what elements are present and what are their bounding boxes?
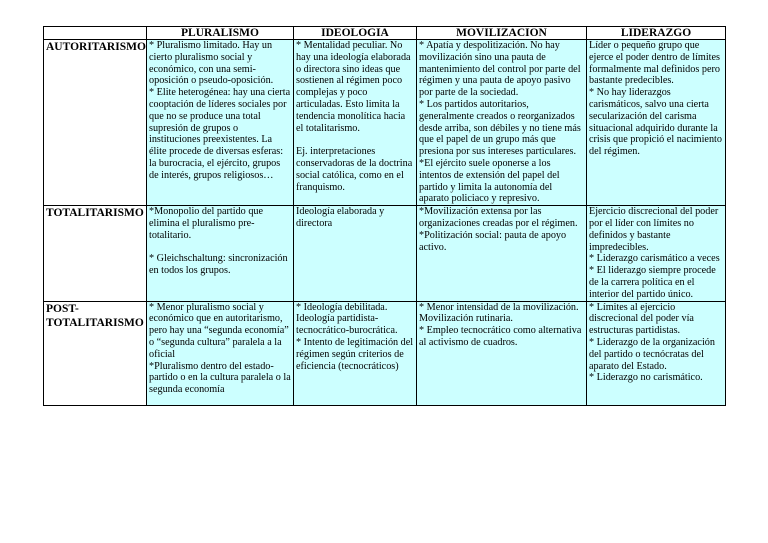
table-row-autoritarismo [44,40,726,206]
corner-cell [44,27,147,40]
cell-totalitarismo-ideologia: Ideología elaborada y directora [294,206,417,301]
regime-comparison-table [43,26,726,406]
cell-post-totalitarismo-movilizacion: * Menor intensidad de la movilización. Movilización rutinaria. * Empleo tecnocrático como alternativa al activismo de cuadros. [417,301,587,405]
table-row-totalitarismo [44,206,726,301]
header-row [44,27,726,40]
cell-post-totalitarismo-pluralismo: * Menor pluralismo social y económico que en autoritarismo, pero hay una “segunda economía” o “segunda cultura” paralela a la oficial *Pluralismo dentro del estado-partido o en la cultura paralela o la segunda economía [147,301,294,405]
column-header-liderazgo: LIDERAZGO [587,27,726,40]
cell-totalitarismo-liderazgo: Ejercicio discrecional del poder por el líder con límites no definidos y bastante impredecibles. * Liderazgo carismático a veces * El liderazgo siempre procede de la carrera política en el interior del partido único. [587,206,726,301]
table-row-post-totalitarismo [44,301,726,405]
row-header-autoritarismo: AUTORITARISMO [44,40,147,206]
cell-post-totalitarismo-liderazgo: * Límites al ejercicio discrecional del poder vía estructuras partidistas. * Liderazgo de la organización del partido o tecnócratas del aparato del Estado. * Liderazgo no carismático. [587,301,726,405]
column-header-ideologia: IDEOLOGIA [294,27,417,40]
column-header-pluralismo: PLURALISMO [147,27,294,40]
column-header-movilizacion: MOVILIZACION [417,27,587,40]
cell-autoritarismo-ideologia: * Mentalidad peculiar. No hay una ideología elaborada o directora sino ideas que sostienen al régimen poco complejas y poco articuladas. Esto limita la tendencia monolítica hacia el totalitarismo. Ej. interpretaciones conservadoras de la doctrina social católica, como en el franquismo. [294,40,417,206]
cell-autoritarismo-liderazgo: Líder o pequeño grupo que ejerce el poder dentro de límites formalmente mal definidos pero bastante predecibles. * No hay liderazgos carismáticos, salvo una cierta secularización del carisma situacional adquirido durante la crisis que propició el nacimiento del régimen. [587,40,726,206]
row-header-post-totalitarismo: POST-TOTALITARISMO [44,301,147,405]
cell-autoritarismo-pluralismo: * Pluralismo limitado. Hay un cierto pluralismo social y económico, con una semi-oposición o pseudo-oposición. * Elite heterogénea: hay una cierta cooptación de líderes sociales por que no se produce una total supresión de grupos o instituciones preexistentes. La élite procede de diversas esferas: la burocracia, el ejército, grupos de interés, grupos religiosos… [147,40,294,206]
cell-autoritarismo-movilizacion: * Apatía y despolitización. No hay movilización sino una pauta de mantenimiento del control por parte del régimen y una pauta de apoyo pasivo por parte de la sociedad. * Los partidos autoritarios, generalmente creados o reorganizados desde arriba, son débiles y no tiene más que el papel de un grupo más que presiona por sus intereses particulares. *El ejército suele oponerse a los intentos de extensión del papel del partido y limita la autonomía del aparato policiaco y represivo. [417,40,587,206]
cell-totalitarismo-movilizacion: *Movilización extensa por las organizaciones creadas por el régimen. *Politización social: pauta de apoyo activo. [417,206,587,301]
cell-totalitarismo-pluralismo: *Monopolio del partido que elimina el pluralismo pre-totalitario. * Gleichschaltung: sincronización en todos los grupos. [147,206,294,301]
row-header-totalitarismo: TOTALITARISMO [44,206,147,301]
cell-post-totalitarismo-ideologia: * Ideología debilitada. Ideología partidista-tecnocrático-burocrática. * Intento de legitimación del régimen según criterios de eficiencia (tecnocráticos) [294,301,417,405]
